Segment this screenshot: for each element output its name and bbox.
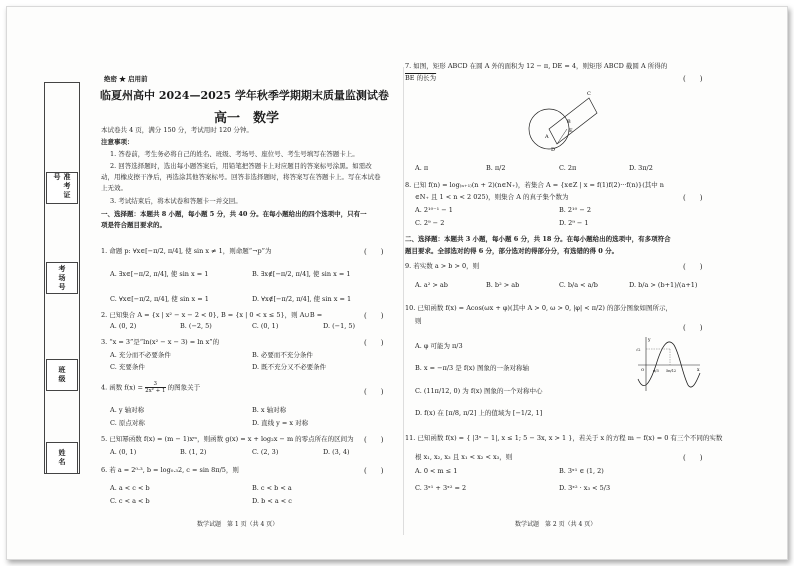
- q10-origin: O: [641, 367, 645, 372]
- q10-option-a: A. φ 可能为 π/3: [415, 342, 463, 350]
- q10-option-b: B. x = −π/3 是 f(x) 图象的一条对称轴: [415, 364, 530, 372]
- q2-option-c: C. (0, 1): [252, 322, 279, 330]
- q3-option-d: D. 既不充分又不必要条件: [252, 363, 327, 371]
- q9-option-d: D. b/a > (b+1)/(a+1): [629, 281, 698, 289]
- q3-option-a: A. 充分而不必要条件: [110, 351, 171, 359]
- binding-label-class: 班级: [46, 359, 78, 391]
- q2-option-d: D. (−1, 5): [323, 322, 356, 330]
- q4-stem-pre: 4. 函数 f(x) =: [101, 383, 143, 392]
- column-divider: [403, 67, 404, 535]
- q5-option-b: B. (1, 2): [180, 448, 207, 456]
- secret-mark: 绝密 ★ 启用前: [104, 75, 148, 83]
- q7-label-e: E: [569, 128, 573, 134]
- q3-stem: 3. “x = 3”是“ln(x² − x − 3) = ln x”的: [101, 338, 220, 346]
- q2-option-a: A. (0, 2): [110, 322, 137, 330]
- q11-option-d: D. 3ˣ² · x₃ < 5/3: [559, 484, 611, 492]
- subject-title: 高一 数学: [214, 111, 280, 126]
- q4-option-a: A. y 轴对称: [110, 406, 145, 414]
- q5-option-d: D. (3, 4): [323, 448, 350, 456]
- paper-info: 本试卷共 4 页，满分 150 分，考试用时 120 分钟。: [101, 126, 253, 134]
- q9-option-c: C. b/a < a/b: [559, 281, 598, 289]
- q5-stem: 5. 已知幂函数 f(x) = (m − 1)xᵐ，则函数 g(x) = x + log₂x − m 的零点所在的区间为: [101, 435, 354, 443]
- q8-option-c: C. 2⁹ − 2: [415, 219, 445, 227]
- q10-graph: [634, 333, 704, 393]
- footer-page-2: 数学试题 第 2 页（共 4 页）: [515, 521, 597, 528]
- q11-stem: 11. 已知函数 f(x) = { |3ˣ − 1|, x ≤ 1; 5 − 3x, x > 1 }，若关于 x 的方程 m − f(x) = 0 有三个不同的实数: [405, 434, 723, 442]
- note-line: 2. 回答选择题时，选出每小题答案后，用铅笔把答题卡上对应题目的答案标号涂黑。如需改: [110, 162, 372, 170]
- q9-option-b: B. b² > ab: [486, 281, 520, 289]
- note-line: 3. 考试结束后，将本试卷和答题卡一并交回。: [110, 197, 242, 205]
- exam-sheet: [6, 6, 788, 560]
- binding-label-name: 姓名: [46, 442, 78, 474]
- q11-answer-paren: ( ): [683, 454, 703, 462]
- q7-option-b: B. π/2: [486, 164, 506, 172]
- q8-option-b: B. 2¹⁰ − 2: [559, 206, 591, 214]
- q10-tick-5pi12: 5π/12: [666, 369, 677, 373]
- q10-option-d: D. f(x) 在 [π/8, π/2] 上的值域为 [−1/2, 1]: [415, 409, 543, 417]
- q1-option-d: D. ∀x∉[−π/2, π/4], 使 sin x = 1: [252, 295, 352, 303]
- q6-option-b: B. c < b < a: [252, 484, 292, 492]
- q8-option-d: D. 2⁹ − 1: [559, 219, 589, 227]
- q7-option-d: D. 3π/2: [629, 164, 653, 172]
- note-line: 上无效。: [101, 184, 127, 192]
- q10-stem: 10. 已知函数 f(x) = Acos(ωx + φ)(其中 A > 0, ω > 0, |φ| < π/2) 的部分图象如图所示，: [405, 304, 672, 312]
- q1-option-b: B. ∃x∉[−π/2, π/4], 使 sin x = 1: [252, 270, 351, 278]
- q6-stem: 6. 若 a = 2⁰·³, b = log₀.₃2, c = sin 8π/5，则: [101, 466, 239, 474]
- footer-page-1: 数学试题 第 1 页（共 4 页）: [197, 521, 279, 528]
- q7-stem: 7. 如图，矩形 ABCD 在圆 A 外的面积为 12 − π, DE = 4，则矩形 ABCD 截圆 A 所得的: [405, 62, 668, 70]
- q8-stem: 8. 已知 f(n) = log₍ₙ₊₁₎(n + 2)(n∈N₊)，若集合 A = {x∈Z | x = f(1)f(2)···f(n)}(其中 n: [405, 181, 664, 189]
- q7-label-d: D: [551, 147, 556, 153]
- q1-option-c: C. ∀x∈[−π/2, π/4], 使 sin x = 1: [110, 295, 209, 303]
- section2-title: 二、选择题：本题共 3 小题，每小题 6 分，共 18 分。在每小题给出的选项中，有多项符合: [405, 235, 671, 243]
- q10-axis-x: x: [697, 368, 700, 373]
- section1-title: 一、选择题：本题共 8 小题，每小题 5 分，共 40 分。在每小题给出的四个选项中，只有一: [101, 210, 367, 218]
- q11-option-a: A. 0 < m ≤ 1: [415, 467, 458, 475]
- q2-option-b: B. (−2, 5): [180, 322, 212, 330]
- q4-numerator: 3: [145, 381, 165, 388]
- q6-option-c: C. c < a < b: [110, 497, 150, 505]
- q6-option-a: A. a < c < b: [110, 484, 150, 492]
- q9-answer-paren: ( ): [683, 263, 703, 271]
- note-line: 1. 答卷前，考生务必将自己的姓名、班级、考场号、座位号、考生号填写在答题卡上。: [110, 150, 359, 158]
- q7-figure: [527, 85, 607, 155]
- binding-label-room: 考场号: [46, 262, 78, 294]
- q10-axis-y: y: [648, 338, 651, 343]
- q5-answer-paren: ( ): [364, 436, 384, 444]
- binding-label-exam-number: 准考证号: [46, 172, 78, 204]
- q10-stem-cont: 则: [415, 317, 422, 325]
- q11-option-c: C. 3ˣ¹ + 3ˣ² = 2: [415, 484, 467, 492]
- q3-answer-paren: ( ): [364, 339, 384, 347]
- q11-option-b: B. 3ˣ¹ ∈ (1, 2): [559, 467, 604, 475]
- q8-stem-cont: ∈N₊ 且 1 < n < 2 025)，则集合 A 的真子集个数为: [415, 193, 569, 201]
- q1-stem: 1. 命题 p: ∀x∈[−π/2, π/4], 使 sin x ≠ 1，则命题“¬p”为: [101, 247, 272, 255]
- q9-stem: 9. 若实数 a > b > 0，则: [405, 262, 480, 270]
- q5-option-a: A. (0, 1): [110, 448, 137, 456]
- q6-answer-paren: ( ): [364, 467, 384, 475]
- exam-title: 临夏州高中 2024—2025 学年秋季学期期末质量监测试卷: [100, 89, 389, 102]
- q7-stem-cont: BE 的长为: [405, 74, 437, 82]
- q7-option-c: C. 2π: [559, 164, 577, 172]
- q1-option-a: A. ∃x∈[−π/2, π/4], 使 sin x = 1: [110, 270, 209, 278]
- q7-option-a: A. π: [415, 164, 429, 172]
- q4-fraction: [145, 381, 165, 394]
- q3-option-c: C. 充要条件: [110, 363, 145, 371]
- section2-title-cont: 题目要求。全部选对的得 6 分，部分选对的得部分分，有选错的得 0 分。: [405, 247, 619, 255]
- q2-answer-paren: ( ): [364, 312, 384, 320]
- q10-tick-pi3: π/3: [653, 369, 659, 373]
- q11-stem-cont: 根 x₁, x₂, x₃ 且 x₁ < x₂ < x₃，则: [415, 453, 513, 461]
- q5-option-c: C. (2, 3): [252, 448, 279, 456]
- note-line: 动，用橡皮擦干净后，再选涂其他答案标号。回答非选择题时，将答案写在答题卡上。写在本试卷: [101, 173, 381, 181]
- q7-label-c: C: [587, 91, 591, 97]
- q7-label-b: B: [567, 119, 571, 125]
- q4-option-d: D. 直线 y = x 对称: [252, 419, 309, 427]
- q6-option-d: D. b < a < c: [252, 497, 292, 505]
- notes-title: 注意事项：: [101, 138, 134, 146]
- q7-answer-paren: ( ): [683, 75, 703, 83]
- q7-label-a: A: [545, 134, 549, 140]
- q3-option-b: B. 必要而不充分条件: [252, 351, 313, 359]
- q8-answer-paren: ( ): [683, 194, 703, 202]
- q4-answer-paren: ( ): [364, 388, 384, 396]
- q4-stem-post: 的图象关于: [167, 383, 201, 392]
- q1-answer-paren: ( ): [364, 248, 384, 256]
- q10-answer-paren: ( ): [683, 324, 703, 332]
- q10-tick-sqrt2: √2: [636, 348, 641, 352]
- q4-option-c: C. 原点对称: [110, 419, 145, 427]
- q2-stem: 2. 已知集合 A = {x | x² − x − 2 < 0}, B = {x | 0 < x ≤ 5}，则 A∪B =: [101, 311, 323, 319]
- q8-option-a: A. 2¹⁰⁻¹ − 1: [415, 206, 453, 214]
- q4-option-b: B. x 轴对称: [252, 406, 287, 414]
- q4-denominator: 2x² + 1: [145, 388, 166, 394]
- q4-stem: [101, 381, 200, 394]
- q10-option-c: C. (11π/12, 0) 为 f(x) 图象的一个对称中心: [415, 387, 543, 395]
- section1-title-cont: 项是符合题目要求的。: [101, 221, 166, 229]
- q9-option-a: A. a² > ab: [415, 281, 448, 289]
